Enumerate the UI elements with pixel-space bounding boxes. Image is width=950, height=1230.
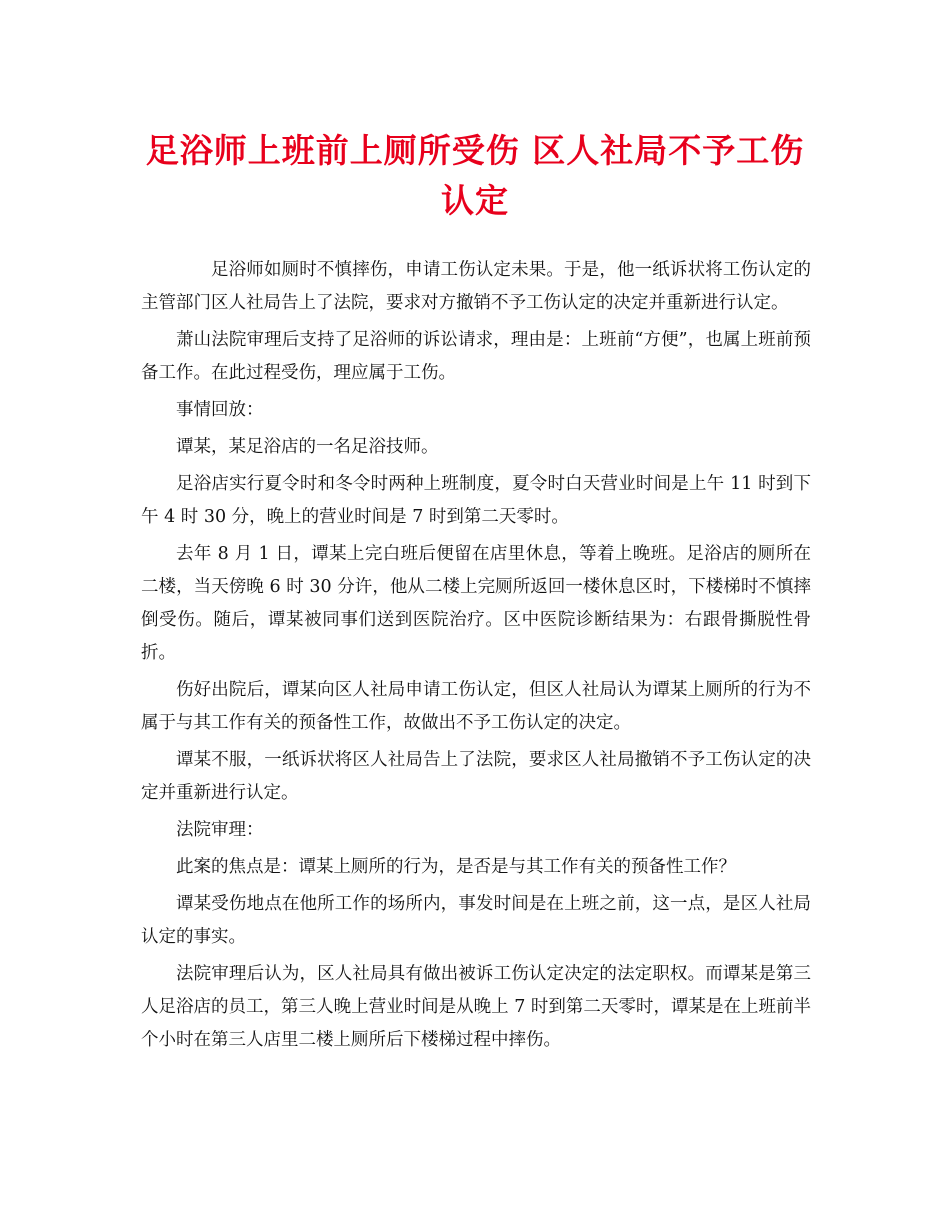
paragraph-person: 谭某，某足浴店的一名足浴技师。	[176, 437, 439, 457]
paragraph-incident: 去年 8 月 1 日，谭某上完白班后便留在店里休息，等着上晚班。足浴店的厕所在二楼，当天傍晚 6 时 30 分许，他从二楼上完厕所返回一楼休息区时，下楼梯时不慎摔倒受伤。随后，谭某被同事们送到医院治疗。区中医院诊断结果为：右跟骨撕脱性骨折。	[141, 544, 811, 663]
section-heading-trial: 法院审理：	[176, 820, 264, 840]
document-title: 足浴师上班前上厕所受伤 区人社局不予工伤认定	[145, 131, 805, 220]
paragraph-focus: 此案的焦点是：谭某上厕所的行为，是否是与其工作有关的预备性工作？	[176, 857, 736, 877]
paragraph-facts: 谭某受伤地点在他所工作的场所内，事发时间是在上班之前，这一点，是区人社局认定的事实。	[141, 894, 811, 947]
paragraph-schedule: 足浴店实行夏令时和冬令时两种上班制度，夏令时白天营业时间是上午 11 时到下午 4 时 30 分，晚上的营业时间是 7 时到第二天零时。	[141, 474, 811, 527]
document-body	[141, 254, 811, 1061]
section-heading-review: 事情回放：	[176, 400, 264, 420]
paragraph-court-opinion: 法院审理后认为，区人社局具有做出被诉工伤认定决定的法定职权。而谭某是第三人足浴店的员工，第三人晚上营业时间是从晚上 7 时到第二天零时，谭某是在上班前半个小时在第三人店里二楼上厕所后下楼梯过程中摔伤。	[141, 964, 811, 1050]
paragraph-intro: 足浴师如厕时不慎摔伤，申请工伤认定未果。于是，他一纸诉状将工伤认定的主管部门区人社局告上了法院，要求对方撤销不予工伤认定的决定并重新进行认定。	[141, 260, 811, 313]
paragraph-lawsuit: 谭某不服，一纸诉状将区人社局告上了法院，要求区人社局撤销不予工伤认定的决定并重新进行认定。	[141, 750, 811, 803]
paragraph-application: 伤好出院后，谭某向区人社局申请工伤认定，但区人社局认为谭某上厕所的行为不属于与其工作有关的预备性工作，故做出不予工伤认定的决定。	[141, 680, 811, 733]
paragraph-court-support: 萧山法院审理后支持了足浴师的诉讼请求，理由是：上班前“方便”，也属上班前预备工作。在此过程受伤，理应属于工伤。	[141, 330, 811, 383]
